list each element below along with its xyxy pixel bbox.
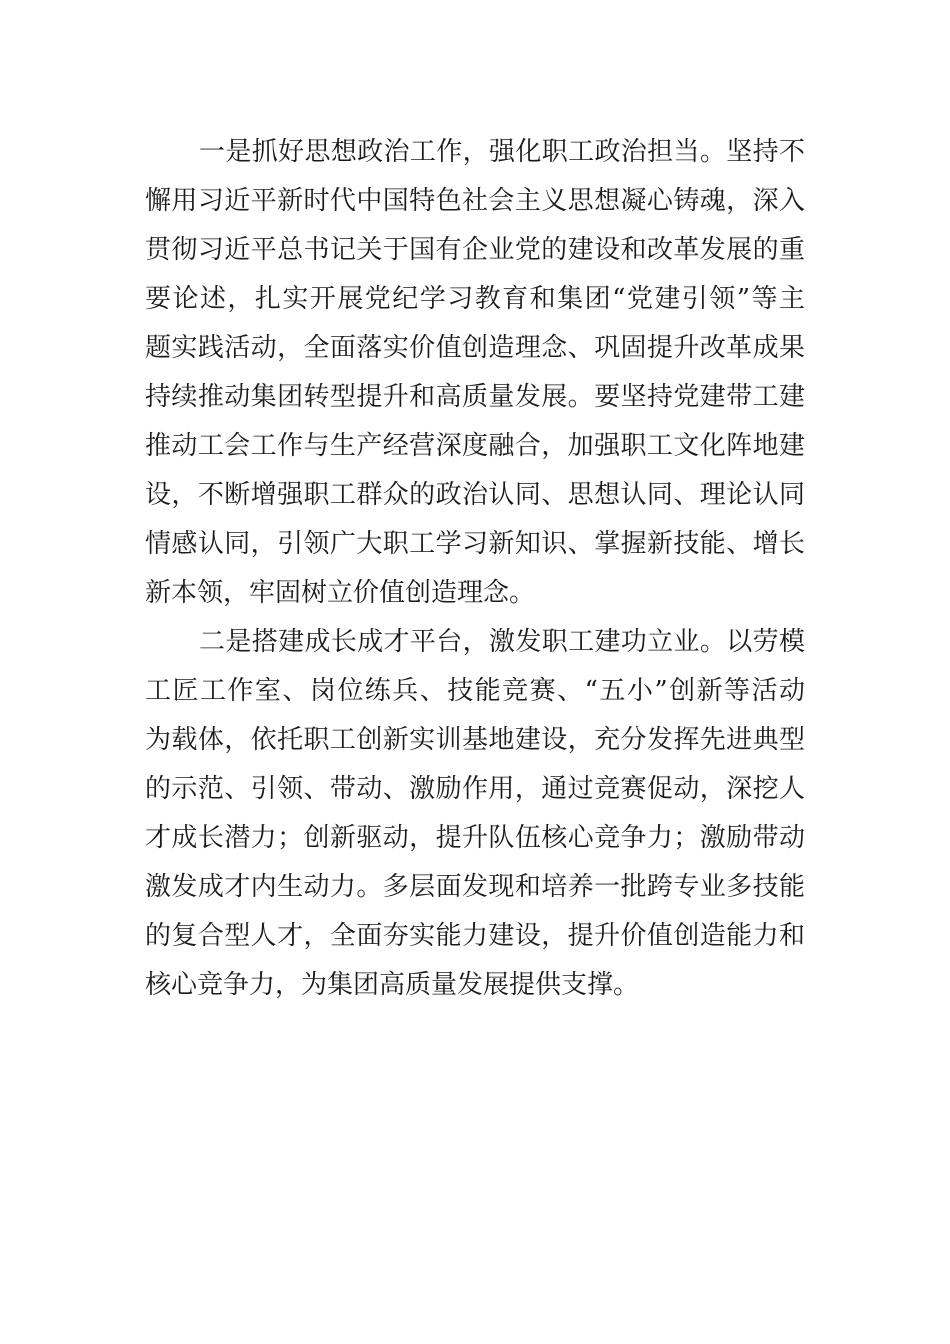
- text-line: 工匠工作室、岗位练兵、技能竞赛、“五小”创新等活动: [145, 676, 805, 706]
- paragraph-2: [145, 618, 805, 1010]
- text-line: 的复合型人才，全面夯实能力建设，提升价值创造能力和: [145, 921, 805, 951]
- text-line: 情感认同，引领广大职工学习新知识、掌握新技能、增长: [145, 529, 805, 559]
- text-line: 贯彻习近平总书记关于国有企业党的建设和改革发展的重: [145, 235, 805, 265]
- text-line: 设，不断增强职工群众的政治认同、思想认同、理论认同: [145, 480, 805, 510]
- text-line: 为载体，依托职工创新实训基地建设，充分发挥先进典型: [145, 725, 805, 755]
- text-line: 懈用习近平新时代中国特色社会主义思想凝心铸魂，深入: [145, 186, 805, 216]
- text-line: 激发成才内生动力。多层面发现和培养一批跨专业多技能: [145, 872, 805, 902]
- paragraph-1: [145, 128, 805, 618]
- text-line: 持续推动集团转型提升和高质量发展。要坚持党建带工建: [145, 382, 805, 412]
- text-line: 核心竞争力，为集团高质量发展提供支撑。: [145, 970, 640, 1000]
- text-line: 才成长潜力；创新驱动，提升队伍核心竞争力；激励带动: [145, 823, 805, 853]
- text-line: 题实践活动，全面落实价值创造理念、巩固提升改革成果: [145, 333, 805, 363]
- text-line: 推动工会工作与生产经营深度融合，加强职工文化阵地建: [145, 431, 805, 461]
- text-line: 二是搭建成长成才平台，激发职工建功立业。以劳模: [199, 627, 805, 657]
- document-body: [145, 128, 805, 1010]
- text-line: 一是抓好思想政治工作，强化职工政治担当。坚持不: [199, 137, 805, 167]
- text-line: 的示范、引领、带动、激励作用，通过竞赛促动，深挖人: [145, 774, 805, 804]
- text-line: 新本领，牢固树立价值创造理念。: [145, 578, 536, 608]
- text-line: 要论述，扎实开展党纪学习教育和集团“党建引领”等主: [145, 284, 805, 314]
